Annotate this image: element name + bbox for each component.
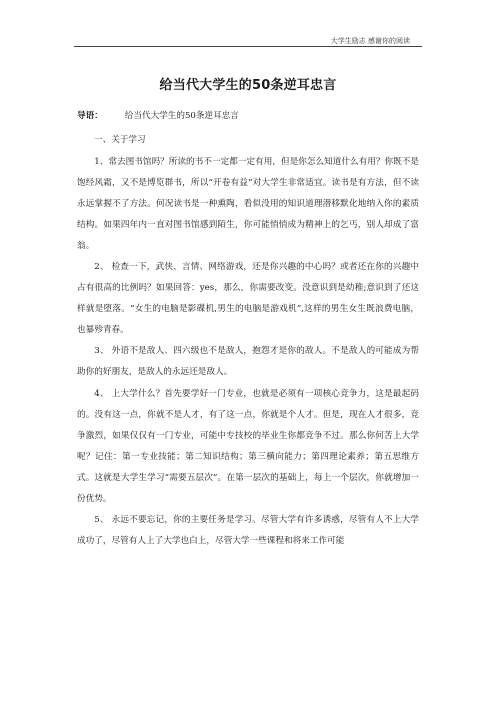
section-heading: 一、关于学习	[94, 135, 146, 145]
paragraph: 4、 上大学什么？首先要学好一门专业，也就是必须有一项核心竞争力，这是最起码的。没有这一点，你就不是人才，有了这一点，你就是个人才。但是，现在人才很多，竞争激烈，如果仅仅有一门专业，可能中专技校的毕业生你都竞争不过。那么你何苦上大学呢？记住：第一专业技能；第二知识结构；第三横向能力；第四理论素养；第五思维方式。这就是大学生学习“需要五层次”。在第一层次的基础上，每上一个层次，你就增加一份优势。	[77, 388, 419, 504]
document-body	[77, 152, 419, 552]
guide-line	[77, 109, 239, 121]
paragraph: 2、 检查一下，武侠、言情、网络游戏，还是你兴趣的中心吗？或者还在你的兴趣中占有很高的比例吗？如果回答：yes，那么，你需要改变。没意识到是幼稚;意识到了还这样就是堕落。“女生的电脑是影碟机,男生的电脑是游戏机”,这样的男生女生既浪费电脑，也暴殄青春。	[77, 262, 419, 336]
paragraph: 1、常去图书馆吗？所读的书不一定都一定有用，但是你怎么知道什么有用？你既不是饱经风霜，又不是博览群书，所以“开卷有益”对大学生非常适宜。读书是有方法，但不读永远掌握不了方法。何况读书是一种熏陶，看似没用的知识道理潜移默化地纳入你的素质结构。如果四年内一直对图书馆感到陌生，你可能悄悄成为精神上的乞丐，别人却成了富翁。	[77, 157, 419, 252]
paragraph: 3、 外语不是敌人、四六级也不是敌人，抱怨才是你的敌人。不是敌人的可能成为帮助你的好朋友，是敌人的永远还是敌人。	[77, 346, 419, 378]
paragraph: 5、 永远不要忘记，你的主要任务是学习。尽管大学有许多诱惑，尽管有人不上大学成功了，尽管有人上了大学也白上，尽管大学一些课程和将来工作可能	[77, 514, 419, 546]
guide-label: 导语：	[77, 111, 103, 121]
running-header: 大学生励志 感谢你的阅读	[330, 37, 410, 45]
document-title: 给当代大学生的50条逆耳忠言	[159, 78, 337, 93]
guide-text: 给当代大学生的50条逆耳忠言	[124, 111, 239, 121]
header-rule	[74, 46, 422, 47]
